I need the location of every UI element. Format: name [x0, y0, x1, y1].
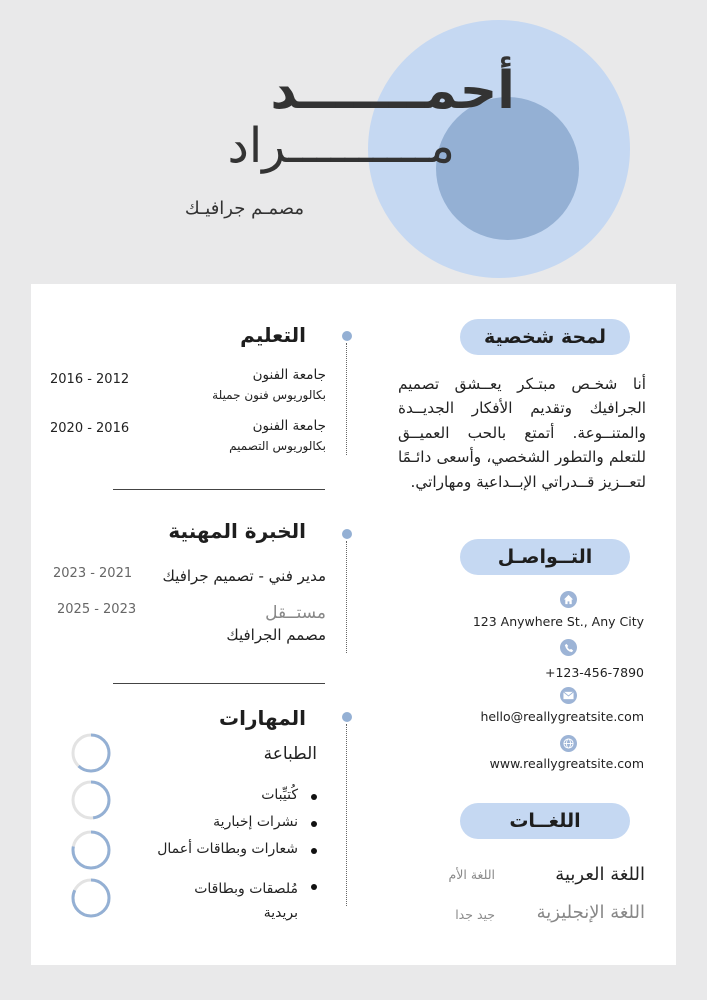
contact-website[interactable]: www.reallygreatsite.com [489, 756, 644, 771]
language-name: اللغة العربية [555, 864, 645, 885]
skill-label: كُتيِّبات [261, 787, 298, 803]
contact-phone[interactable]: +123-456-7890 [544, 665, 644, 680]
email-icon [560, 687, 577, 704]
experience-role: مصمم الجرافيك [226, 626, 326, 644]
education-heading: التعليم [240, 323, 306, 347]
phone-icon [560, 639, 577, 656]
experience-role: مدير فني - تصميم جرافيك [162, 567, 326, 585]
skills-subheading: الطباعة [263, 744, 317, 764]
timeline-line [346, 343, 347, 455]
section-divider [113, 489, 325, 490]
experience-heading: الخبرة المهنية [168, 519, 306, 543]
globe-icon [560, 735, 577, 752]
education-degree: بكالوريوس فنون جميلة [212, 388, 326, 402]
profile-text: أنا شخـص مبتـكر يعــشق تصميم الجرافيك وتقديم الأفكار الجديــدة والمتنــوعة. أتمتع بالحب العميــق للتعلم والتطور الشخصي، وأسعى دائـمًا لتعــزيز قــدراتي الإبــداعية ومهاراتي. [398, 375, 646, 491]
first-name: أحمـــــــد [270, 61, 515, 121]
home-icon [560, 591, 577, 608]
language-name: اللغة الإنجليزية [536, 902, 645, 923]
experience-status: مستــقل [265, 603, 326, 623]
contact-email[interactable]: hello@reallygreatsite.com [480, 709, 644, 724]
experience-years: 2023 - 2021 [53, 566, 133, 581]
profile-heading: لمحة شخصية [460, 319, 630, 355]
education-years: 2020 - 2016 [50, 421, 130, 436]
timeline-line [346, 541, 347, 653]
bullet [311, 821, 317, 827]
skill-label: مُلصقات وبطاقات بريدية [194, 881, 298, 921]
contact-address: 123 Anywhere St., Any City [472, 614, 644, 629]
timeline-dot [342, 529, 352, 539]
job-title: مصمـم جرافيـك [184, 198, 304, 219]
education-university: جامعة الفنون [252, 418, 326, 434]
timeline-dot [342, 331, 352, 341]
skill-label: شعارات وبطاقات أعمال [157, 841, 298, 857]
bullet [311, 848, 317, 854]
skill-label: نشرات إخبارية [213, 814, 298, 830]
language-level: جيد جدا [455, 907, 495, 922]
languages-heading: اللغــات [460, 803, 630, 839]
contact-heading: التــواصـل [460, 539, 630, 575]
experience-years: 2025 - 2023 [57, 602, 137, 617]
timeline-dot [342, 712, 352, 722]
skill-level-rings [66, 728, 118, 924]
bullet [311, 884, 317, 890]
timeline-line [346, 724, 347, 906]
education-years: 2016 - 2012 [50, 372, 130, 387]
education-university: جامعة الفنون [252, 367, 326, 383]
section-divider [113, 683, 325, 684]
bullet [311, 794, 317, 800]
education-degree: بكالوريوس التصميم [229, 439, 326, 453]
language-level: اللغة الأم [448, 867, 495, 882]
last-name: مــــــــــراد [227, 118, 455, 174]
skills-heading: المهارات [219, 706, 306, 730]
